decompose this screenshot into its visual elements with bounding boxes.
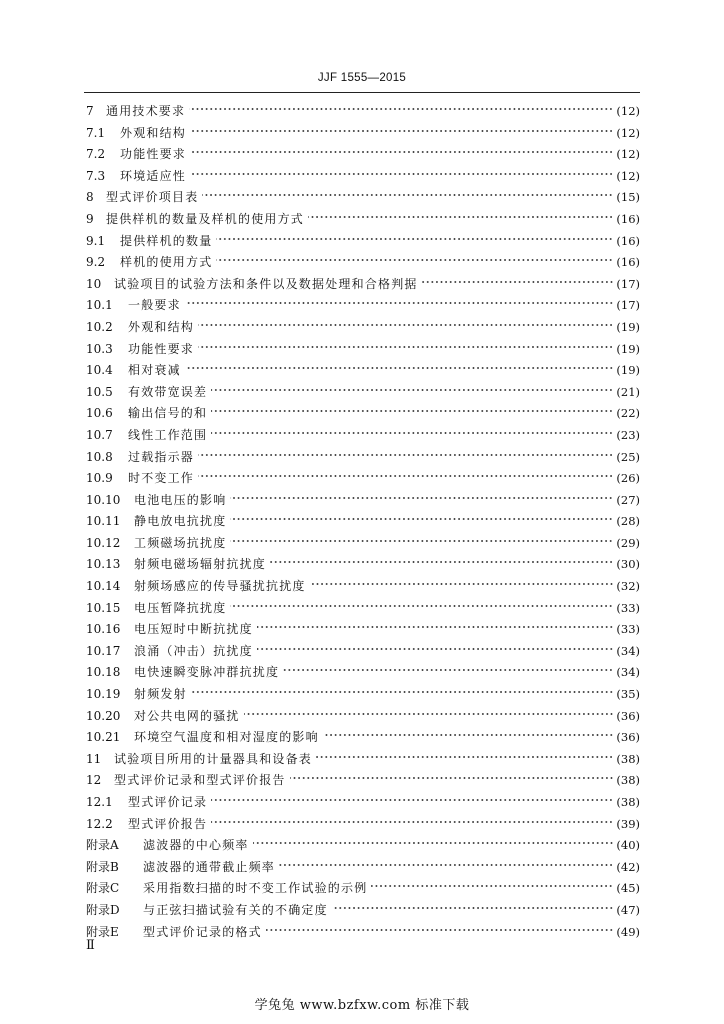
toc-entry[interactable] — [86, 685, 640, 707]
toc-entry-number: 9.1 — [86, 233, 106, 248]
toc-entry-title: 试验项目所用的计量器具和设备表 — [114, 751, 313, 766]
toc-entry-number: 7.3 — [86, 168, 106, 183]
toc-dot-leader — [198, 473, 613, 479]
toc-entry-title: 对公共电网的骚扰 — [134, 708, 240, 723]
toc-entry[interactable] — [86, 361, 640, 383]
toc-entry-number: 7.2 — [86, 147, 106, 162]
toc-dot-leader — [198, 322, 613, 328]
toc-entry-page: (35) — [616, 687, 640, 702]
toc-entry-title: 滤波器的中心频率 — [143, 838, 249, 853]
toc-entry[interactable] — [86, 448, 640, 470]
toc-entry-page: (29) — [616, 535, 640, 550]
toc-entry-page: (38) — [616, 795, 640, 809]
toc-entry-number: 10 — [86, 276, 102, 291]
toc-entry-title: 有效带宽误差 — [128, 384, 208, 399]
toc-entry[interactable] — [86, 620, 640, 642]
document-code-header: JJF 1555—2015 — [317, 72, 407, 84]
toc-entry-title: 输出信号的和 — [128, 406, 208, 421]
toc-entry-page: (39) — [616, 816, 640, 831]
toc-entry-title: 过载指示器 — [128, 449, 195, 464]
toc-entry-number: 附录B — [86, 859, 119, 874]
header-rule — [84, 92, 640, 93]
toc-entry-number: 附录D — [86, 902, 120, 917]
toc-entry-title: 线性工作范围 — [128, 427, 208, 442]
toc-entry-number: 10.18 — [86, 665, 121, 680]
toc-entry-title: 型式评价记录的格式 — [143, 924, 262, 939]
toc-entry-page: (17) — [616, 276, 640, 291]
toc-entry-number: 10.2 — [86, 319, 113, 334]
toc-entry-page: (40) — [616, 838, 640, 853]
toc-entry-page: (38) — [616, 751, 640, 766]
toc-entry-page: (28) — [616, 514, 640, 529]
toc-entry-title: 功能性要求 — [120, 147, 187, 162]
toc-entry-number: 10.3 — [86, 341, 113, 356]
toc-entry-page: (16) — [616, 211, 640, 226]
toc-entry-page: (12) — [616, 168, 640, 183]
toc-dot-leader — [323, 732, 614, 738]
toc-entry-number: 10.19 — [86, 687, 121, 702]
toc-dot-leader — [230, 603, 613, 609]
toc-entry-number: 10.7 — [86, 427, 113, 442]
toc-entry-title: 滤波器的通带截止频率 — [143, 859, 276, 874]
toc-dot-leader — [266, 927, 614, 933]
toc-dot-leader — [211, 408, 613, 414]
toc-entry-title: 电压短时中断抗扰度 — [134, 622, 253, 637]
toc-entry-page: (26) — [616, 471, 640, 486]
toc-entry[interactable] — [86, 318, 640, 340]
toc-dot-leader — [198, 344, 613, 350]
toc-entry-page: (12) — [616, 125, 640, 140]
toc-entry[interactable] — [86, 232, 640, 254]
toc-entry-page: (19) — [616, 363, 640, 378]
toc-entry-number: 10.4 — [86, 363, 113, 378]
toc-entry-title: 射频发射 — [134, 687, 187, 702]
toc-dot-leader — [316, 754, 613, 760]
toc-entry-page: (19) — [616, 319, 640, 334]
toc-entry-number: 11 — [86, 751, 102, 766]
toc-entry-title: 提供样机的数量 — [120, 233, 213, 248]
toc-entry-number: 10.16 — [86, 622, 121, 637]
toc-dot-leader — [308, 214, 613, 220]
toc-entry-title: 外观和结构 — [128, 319, 195, 334]
toc-entry[interactable] — [86, 512, 640, 534]
toc-entry-number: 10.8 — [86, 449, 113, 464]
toc-entry-number: 12 — [86, 773, 102, 788]
toc-entry-number: 9 — [86, 211, 94, 226]
toc-dot-leader — [332, 905, 614, 911]
toc-entry-page: (25) — [616, 449, 640, 464]
table-of-contents — [86, 102, 640, 944]
toc-entry[interactable] — [86, 599, 640, 621]
toc-dot-leader — [230, 495, 613, 501]
toc-entry[interactable] — [86, 555, 640, 577]
toc-dot-leader — [422, 279, 614, 285]
toc-entry-title: 提供样机的数量及样机的使用方式 — [106, 211, 305, 226]
toc-entry-title: 采用指数扫描的时不变工作试验的示例 — [143, 881, 368, 896]
toc-entry-title: 功能性要求 — [128, 341, 195, 356]
toc-entry-number: 10.21 — [86, 730, 121, 745]
toc-entry-title: 型式评价报告 — [128, 816, 208, 831]
toc-entry[interactable] — [86, 253, 640, 275]
toc-entry-title: 环境适应性 — [120, 168, 187, 183]
toc-entry-title: 通用技术要求 — [106, 104, 186, 118]
toc-entry-page: (12) — [616, 104, 640, 118]
toc-entry-title: 时不变工作 — [128, 471, 195, 486]
toc-entry[interactable] — [86, 340, 640, 362]
toc-dot-leader — [190, 128, 613, 134]
toc-entry[interactable] — [86, 426, 640, 448]
toc-entry-number: 10.11 — [86, 514, 121, 529]
toc-entry[interactable] — [86, 102, 640, 124]
toc-entry-title: 型式评价项目表 — [106, 190, 199, 205]
toc-entry-number: 7 — [86, 104, 94, 118]
toc-entry-number: 7.1 — [86, 125, 106, 140]
toc-entry-title: 样机的使用方式 — [120, 255, 213, 270]
toc-dot-leader — [189, 106, 613, 112]
toc-entry[interactable] — [86, 145, 640, 167]
toc-dot-leader — [211, 797, 613, 803]
toc-dot-leader — [190, 149, 613, 155]
toc-entry-number: 10.1 — [86, 298, 113, 313]
toc-entry-title: 与正弦扫描试验有关的不确定度 — [143, 902, 328, 917]
toc-entry-title: 外观和结构 — [120, 125, 187, 140]
toc-entry[interactable] — [86, 663, 640, 685]
toc-entry[interactable] — [86, 188, 640, 210]
toc-entry-title: 一般要求 — [128, 298, 181, 313]
toc-dot-leader — [211, 387, 613, 393]
toc-dot-leader — [270, 559, 613, 565]
toc-dot-leader — [216, 257, 613, 263]
toc-dot-leader — [230, 538, 613, 544]
toc-entry[interactable] — [86, 534, 640, 556]
toc-dot-leader — [202, 192, 613, 198]
toc-entry[interactable] — [86, 901, 640, 923]
toc-dot-leader — [185, 300, 614, 306]
toc-entry-page: (36) — [616, 730, 640, 745]
toc-entry-title: 工频磁场抗扰度 — [134, 535, 227, 550]
toc-dot-leader — [310, 581, 614, 587]
toc-entry-page: (38) — [616, 773, 640, 788]
toc-entry-number: 10.20 — [86, 708, 121, 723]
toc-dot-leader — [211, 819, 613, 825]
toc-entry-title: 电池电压的影响 — [134, 492, 227, 507]
toc-entry-page: (36) — [616, 708, 640, 723]
toc-entry[interactable] — [86, 728, 640, 750]
toc-entry-page: (47) — [616, 902, 640, 917]
toc-entry[interactable] — [86, 707, 640, 729]
toc-dot-leader — [371, 883, 613, 889]
toc-entry-number: 10.6 — [86, 406, 113, 421]
toc-dot-leader — [230, 516, 613, 522]
toc-entry-page: (23) — [616, 427, 640, 442]
toc-entry[interactable] — [86, 577, 640, 599]
toc-dot-leader — [211, 430, 613, 436]
toc-entry-number: 12.2 — [86, 816, 113, 831]
toc-entry-title: 型式评价记录和型式评价报告 — [114, 773, 286, 788]
toc-entry-page: (27) — [616, 492, 640, 507]
toc-entry-page: (34) — [616, 665, 640, 680]
toc-entry-title: 电快速瞬变脉冲群抗扰度 — [134, 665, 280, 680]
toc-entry-title: 型式评价记录 — [128, 795, 208, 809]
toc-entry-number: 10.10 — [86, 492, 121, 507]
toc-entry-number: 附录E — [86, 924, 119, 939]
toc-entry[interactable] — [86, 750, 640, 772]
toc-entry-number: 9.2 — [86, 255, 106, 270]
toc-entry-number: 10.15 — [86, 600, 121, 615]
toc-entry[interactable] — [86, 404, 640, 426]
toc-entry[interactable] — [86, 836, 640, 858]
toc-entry-page: (30) — [616, 557, 640, 572]
toc-entry-title: 相对衰减 — [128, 363, 181, 378]
toc-entry-page: (42) — [616, 859, 640, 874]
toc-entry[interactable] — [86, 923, 640, 945]
toc-dot-leader — [244, 711, 614, 717]
toc-entry-title: 环境空气温度和相对湿度的影响 — [134, 730, 319, 745]
toc-entry-page: (17) — [616, 298, 640, 313]
toc-dot-leader — [191, 689, 614, 695]
toc-entry-title: 浪涌（冲击）抗扰度 — [134, 643, 253, 658]
toc-entry-number: 8 — [86, 190, 94, 205]
toc-entry-number: 10.9 — [86, 471, 113, 486]
toc-entry[interactable] — [86, 815, 640, 837]
toc-entry-title: 射频电磁场辐射抗扰度 — [134, 557, 267, 572]
toc-dot-leader — [257, 624, 614, 630]
toc-entry[interactable] — [86, 469, 640, 491]
toc-entry[interactable] — [86, 642, 640, 664]
toc-entry[interactable] — [86, 771, 640, 793]
toc-dot-leader — [257, 646, 614, 652]
toc-entry[interactable] — [86, 858, 640, 880]
toc-entry[interactable] — [86, 491, 640, 513]
toc-entry[interactable] — [86, 793, 640, 815]
toc-entry[interactable] — [86, 296, 640, 318]
toc-entry-page: (32) — [616, 579, 640, 594]
toc-dot-leader — [253, 840, 614, 846]
toc-entry-title: 射频场感应的传导骚扰抗扰度 — [134, 579, 306, 594]
toc-dot-leader — [185, 365, 614, 371]
toc-entry-page: (34) — [616, 643, 640, 658]
toc-entry-title: 试验项目的试验方法和条件以及数据处理和合格判据 — [114, 276, 418, 291]
toc-entry[interactable] — [86, 210, 640, 232]
page-number: Ⅱ — [86, 938, 95, 953]
toc-entry-number: 10.12 — [86, 535, 121, 550]
toc-dot-leader — [283, 667, 613, 673]
toc-entry[interactable] — [86, 275, 640, 297]
toc-entry-page: (45) — [616, 881, 640, 896]
toc-entry-page: (33) — [616, 622, 640, 637]
toc-entry[interactable] — [86, 383, 640, 405]
toc-entry-number: 10.13 — [86, 557, 121, 572]
toc-entry-page: (15) — [616, 190, 640, 205]
toc-entry-number: 12.1 — [86, 795, 113, 809]
toc-entry-number: 附录C — [86, 881, 120, 896]
toc-entry-title: 电压暂降抗扰度 — [134, 600, 227, 615]
toc-entry-number: 10.14 — [86, 579, 121, 594]
toc-entry[interactable] — [86, 167, 640, 189]
toc-entry-page: (16) — [616, 255, 640, 270]
toc-entry-page: (16) — [616, 233, 640, 248]
toc-entry-page: (49) — [616, 924, 640, 939]
watermark-footer: 学兔兔 www.bzfxw.com 标准下载 — [254, 998, 470, 1013]
toc-entry-page: (22) — [616, 406, 640, 421]
toc-entry-number: 附录A — [86, 838, 119, 853]
toc-entry[interactable] — [86, 124, 640, 146]
toc-dot-leader — [216, 236, 613, 242]
toc-entry-number: 10.5 — [86, 384, 113, 399]
toc-entry-page: (12) — [616, 147, 640, 162]
toc-entry-page: (21) — [616, 384, 640, 399]
toc-dot-leader — [190, 171, 613, 177]
toc-entry-page: (33) — [616, 600, 640, 615]
toc-entry[interactable] — [86, 879, 640, 901]
toc-dot-leader — [279, 862, 613, 868]
toc-entry-page: (19) — [616, 341, 640, 356]
toc-dot-leader — [198, 452, 613, 458]
toc-dot-leader — [290, 775, 614, 781]
toc-entry-title: 静电放电抗扰度 — [134, 514, 227, 529]
toc-entry-number: 10.17 — [86, 643, 121, 658]
